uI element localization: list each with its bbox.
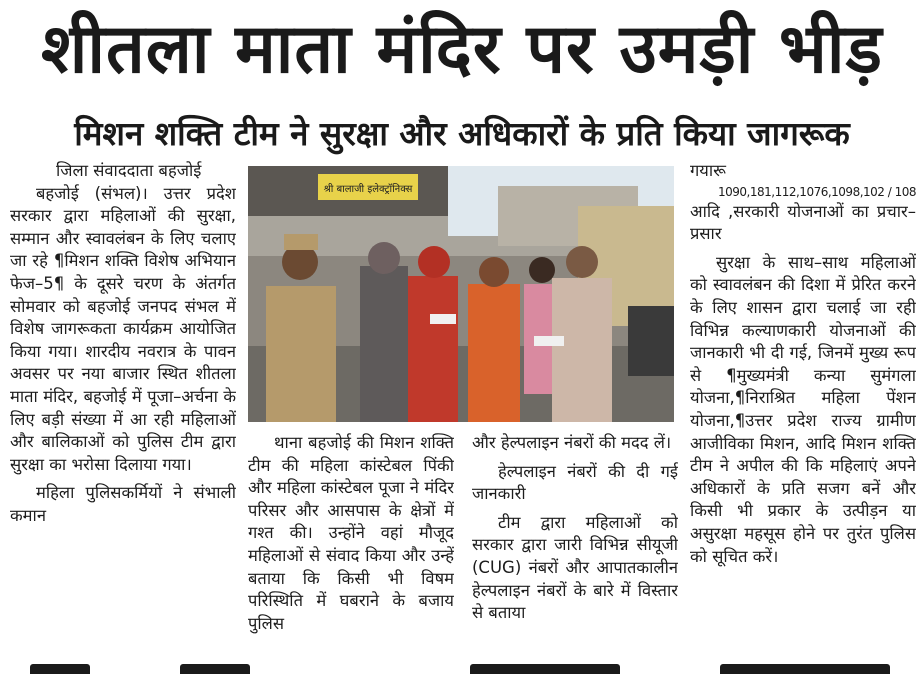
- headline: शीतला माता मंदिर पर उमड़ी भीड़: [41, 10, 883, 89]
- photo-illustration: [248, 166, 674, 422]
- helpline-numbers: 1090,181,112,1076,1098,102 / 108: [718, 184, 916, 199]
- shop-sign: श्री बालाजी इलेक्ट्रॉनिक्स: [323, 184, 413, 195]
- article-column-4: [690, 160, 916, 658]
- byline: जिला संवाददाता बहजोई: [56, 161, 202, 180]
- paragraph: आदि ,सरकारी योजनाओं का प्रचार–प्रसार: [690, 201, 916, 244]
- paragraph: टीम द्वारा महिलाओं को सरकार द्वारा जारी विभिन्न सीयूजी (CUG) नंबरों और आपातकालीन हेल्पलाइन नंबरों के बारे में विस्तार से बताया: [472, 512, 678, 623]
- paragraph: महिला पुलिसकर्मियों ने संभाली कमान: [10, 483, 236, 525]
- news-photo: [248, 166, 674, 422]
- subheading: हेल्पलाइन नंबरों की दी गई जानकारी: [472, 461, 678, 504]
- paragraph: थाना बहजोई की मिशन शक्ति टीम की महिला कांस्टेबल पिंकी और महिला कांस्टेबल पूजा ने मंदिर परिसर और आसपास के क्षेत्रों में गश्त की। उन्होंने वहां मौजूद महिलाओं से संवाद किया और उन्हें बताया कि किसी भी विषम परिस्थिति में घबराने के बजाय पुलिस: [248, 433, 454, 633]
- subheadline: मिशन शक्ति टीम ने सुरक्षा और अधिकारों के प्रति किया जागरूक: [74, 114, 850, 153]
- paragraph: बहजोई (संभल)। उत्तर प्रदेश सरकार द्वारा महिलाओं की सुरक्षा, सम्मान और स्वावलंबन के लिए चलाए जा रहे ¶मिशन शक्ति विशेष अभियान फेज–5¶ के दूसरे चरण के अंतर्गत सोमवार को बहजोई जनपद संभल में विशेष जागरूकता कार्यक्रम आयोजित किया गया। शारदीय नवरात्र के पावन अवसर पर नया बाजार स्थित शीतला माता मंदिर, बहजोई में पूजा–अर्चना के लिए बड़ी संख्या में आ रही महिलाओं और बालिकाओं को पुलिस टीम द्वारा सुरक्षा का भरोसा दिलाया गया।: [10, 183, 236, 474]
- paragraph: सुरक्षा के साथ–साथ महिलाओं को स्वावलंबन की दिशा में प्रेरित करने के लिए शासन द्वारा चलाई जा रही विभिन्न कल्याणकारी योजनाओं की जानकारी भी दी गई, जिनमें मुख्य रूप से ¶मुख्यमंत्री कन्या सुमंगला योजना,¶निराश्रित महिला पेंशन योजना,¶उत्तर प्रदेश राज्य ग्रामीण आजीविका मिशन, आदि मिशन शक्ति टीम ने अपील की कि महिलाएं अपने अधिकारों के प्रति सजग बनें और किसी भी प्रकार के उत्पीड़न या असुरक्षा महसूस होने पर तुरंत पुलिस को सूचित करें।: [690, 252, 916, 566]
- paragraph: और हेल्पलाइन नंबरों की मदद लें।: [472, 433, 672, 452]
- article-column-1: [10, 160, 236, 658]
- paragraph: गयारू: [690, 161, 726, 180]
- article-column-3: [472, 432, 678, 658]
- article-column-2: [248, 432, 454, 658]
- next-headline-strip: [0, 660, 924, 674]
